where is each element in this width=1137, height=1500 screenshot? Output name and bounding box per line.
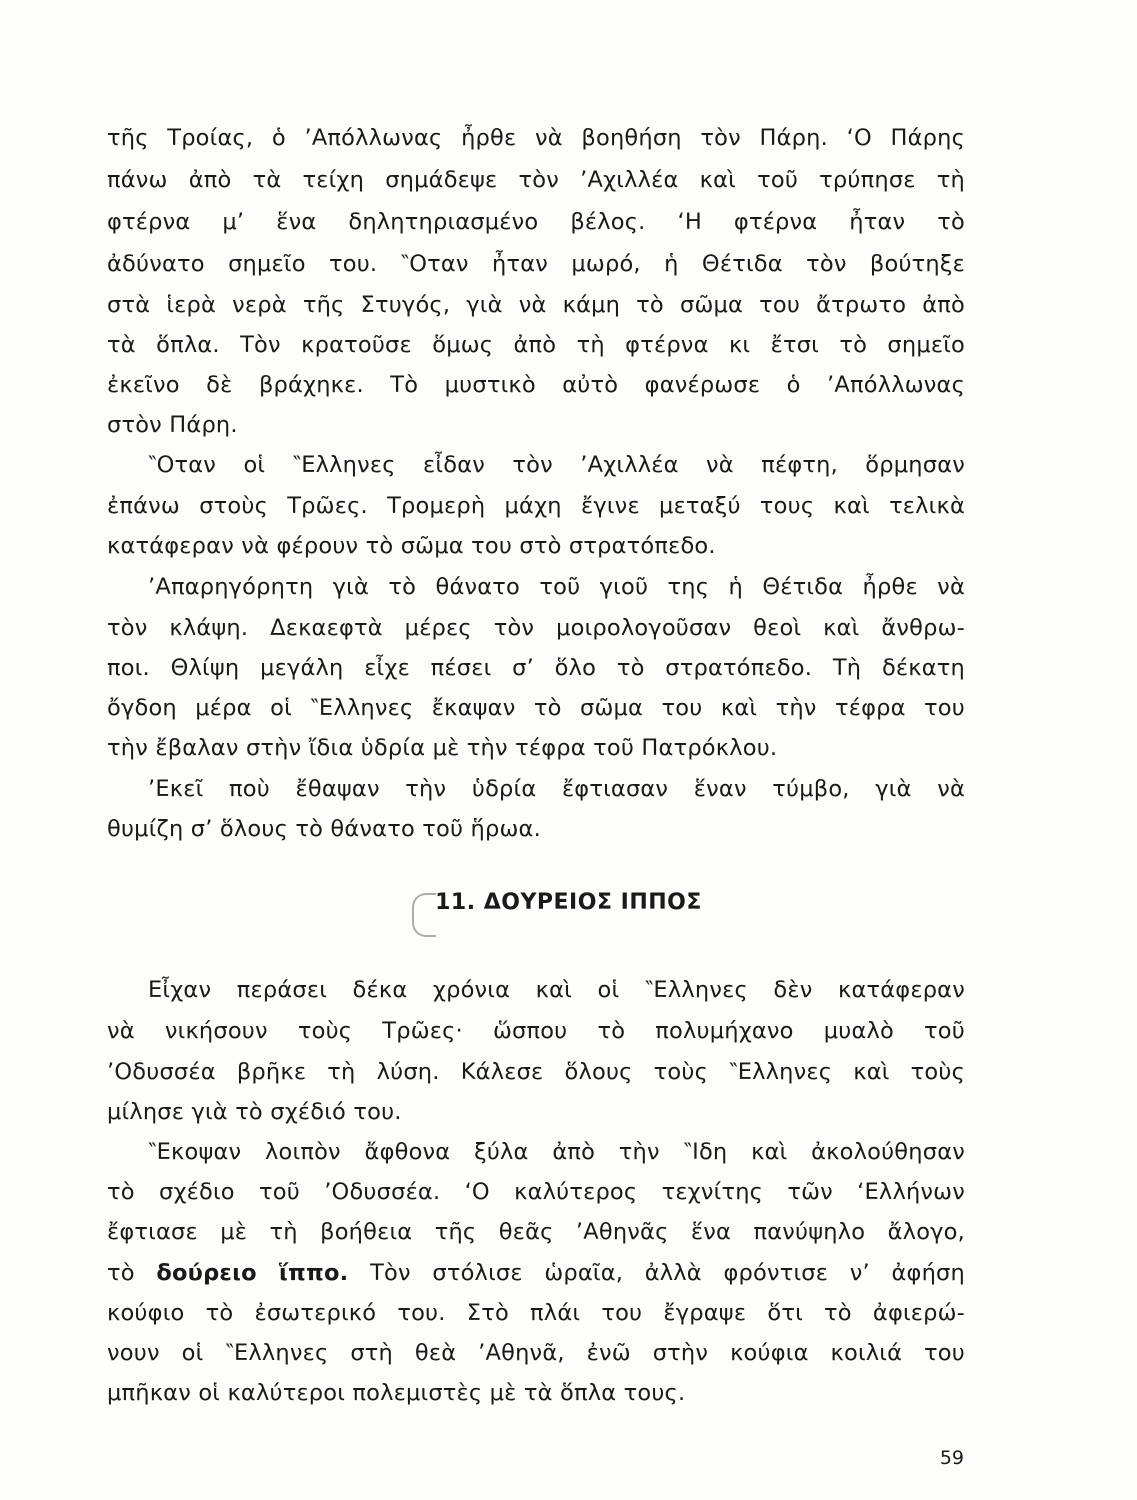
text-line: θυμίζη σ’ ὅλους τὸ θάνατο τοῦ ἥρωα.	[107, 816, 541, 842]
text-line: νὰ νικήσουν τοὺς Τρῶες· ὥσπου τὸ πολυμήχανο μυαλὸ τοῦ	[107, 1018, 965, 1044]
text-fragment: τὸ	[107, 1260, 157, 1286]
page-number: 59	[939, 1447, 964, 1469]
text-line: τὸν κλάψη. Δεκαεφτὰ μέρες τὸν μοιρολογοῦσαν θεοὶ καὶ ἄνθρω-	[107, 615, 965, 641]
text-line: τὸ σχέδιο τοῦ ’Οδυσσέα. ‘Ο καλύτερος τεχνίτης τῶν ‘Ελλήνων	[107, 1179, 965, 1205]
text-line: στὰ ἱερὰ νερὰ τῆς Στυγός, γιὰ νὰ κάμη τὸ σῶμα του ἄτρωτο ἀπὸ	[107, 292, 965, 318]
bold-term: δούρειο ἵππο.	[156, 1260, 349, 1286]
text-line	[107, 1258, 965, 1288]
text-line: Εἶχαν περάσει δέκα χρόνια καὶ οἱ ‶Ελληνες δὲν κατάφεραν	[148, 977, 965, 1003]
text-line: νουν οἱ ‶Ελληνες στὴ θεὰ ’Αθηνᾶ, ἐνῶ στὴν κούφια κοιλιά του	[107, 1340, 965, 1366]
text-line: κούφιο τὸ ἐσωτερικό του. Στὸ πλάι του ἔγραψε ὅτι τὸ ἀφιερώ-	[107, 1300, 965, 1326]
text-line: πάνω ἀπὸ τὰ τείχη σημάδεψε τὸν ’Αχιλλέα καὶ τοῦ τρύπησε τὴ	[107, 167, 965, 193]
text-line: στὸν Πάρη.	[107, 412, 238, 438]
text-line: ἔφτιασε μὲ τὴ βοήθεια τῆς θεᾶς ’Αθηνᾶς ἕνα πανύψηλο ἄλογο,	[107, 1219, 965, 1245]
text-line: τὰ ὅπλα. Τὸν κρατοῦσε ὅμως ἀπὸ τὴ φτέρνα κι ἔτσι τὸ σημεῖο	[107, 332, 965, 358]
text-line: ἐπάνω στοὺς Τρῶες. Τρομερὴ μάχη ἔγινε μεταξύ τους καὶ τελικὰ	[107, 493, 965, 519]
text-line: ἀδύνατο σημεῖο του. ‶Οταν ἦταν μωρό, ἡ Θέτιδα τὸν βούτηξε	[107, 251, 965, 277]
text-line: τῆς Τροίας, ὁ ’Απόλλωνας ἦρθε νὰ βοηθήση τὸν Πάρη. ‘Ο Πάρης	[107, 125, 965, 151]
text-fragment: Τὸν στόλισε ὡραῖα, ἀλλὰ φρόντισε ν’ ἀφήση	[348, 1260, 965, 1286]
section-heading: 11. ΔΟΥΡΕΙΟΣ ΙΠΠΟΣ	[435, 890, 702, 915]
text-line: μίλησε γιὰ τὸ σχέδιό του.	[107, 1099, 402, 1125]
text-line: ’Απαρηγόρητη γιὰ τὸ θάνατο τοῦ γιοῦ της ἡ Θέτιδα ἦρθε νὰ	[148, 574, 965, 600]
text-line: τὴν ἔβαλαν στὴν ἴδια ὑδρία μὲ τὴν τέφρα τοῦ Πατρόκλου.	[107, 735, 778, 761]
pen-mark	[412, 893, 436, 937]
text-line: ‶Οταν οἱ ‶Ελληνες εἶδαν τὸν ’Αχιλλέα νὰ πέφτη, ὅρμησαν	[148, 452, 965, 478]
text-line: φτέρνα μ’ ἕνα δηλητηριασμένο βέλος. ‘Η φτέρνα ἦταν τὸ	[107, 209, 965, 235]
text-line: ποι. Θλίψη μεγάλη εἶχε πέσει σ’ ὅλο τὸ στρατόπεδο. Τὴ δέκατη	[107, 655, 965, 681]
text-line: ἐκεῖνο δὲ βράχηκε. Τὸ μυστικὸ αὐτὸ φανέρωσε ὁ ’Απόλλωνας	[107, 372, 965, 398]
text-line: ’Εκεῖ ποὺ ἔθαψαν τὴν ὑδρία ἔφτιασαν ἕναν τύμβο, γιὰ νὰ	[148, 776, 965, 802]
text-line: ’Οδυσσέα βρῆκε τὴ λύση. Κάλεσε ὅλους τοὺς ‶Ελληνες καὶ τοὺς	[107, 1059, 965, 1085]
text-line: κατάφεραν νὰ φέρουν τὸ σῶμα του στὸ στρατόπεδο.	[107, 533, 716, 559]
text-line: ὄγδοη μέρα οἱ ‶Ελληνες ἔκαψαν τὸ σῶμα του καὶ τὴν τέφρα του	[107, 695, 965, 721]
text-line: μπῆκαν οἱ καλύτεροι πολεμιστὲς μὲ τὰ ὅπλα τους.	[107, 1380, 686, 1406]
text-line: ‶Εκοψαν λοιπὸν ἄφθονα ξύλα ἀπὸ τὴν ‶Ιδη καὶ ἀκολούθησαν	[148, 1139, 965, 1165]
